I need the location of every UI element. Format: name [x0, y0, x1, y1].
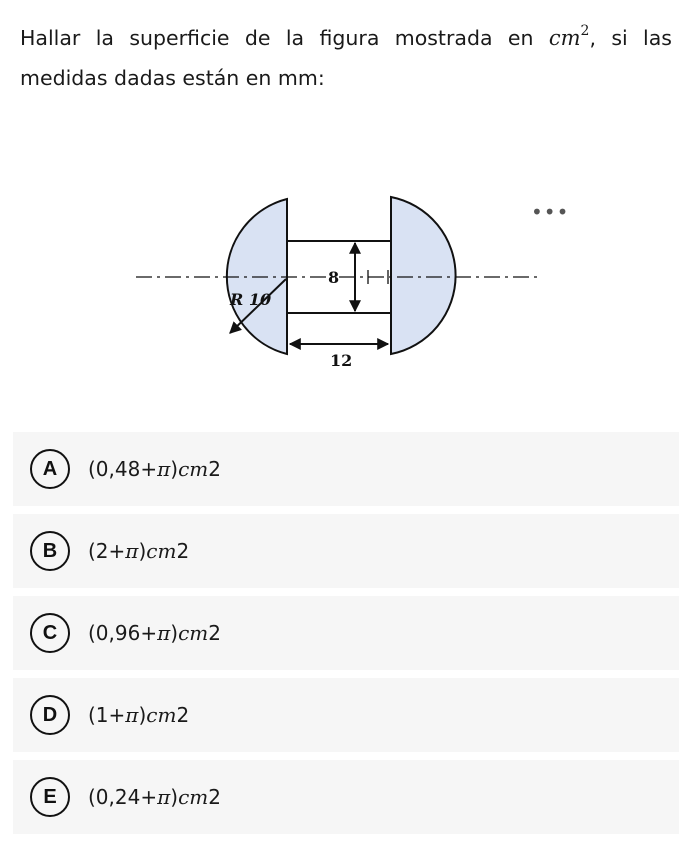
option-close: )	[138, 539, 147, 563]
option-unit: cm	[146, 703, 177, 727]
option-c[interactable]	[13, 596, 679, 670]
option-value: (0,96+	[88, 621, 158, 645]
height-label: 8	[328, 268, 340, 287]
option-text	[88, 785, 221, 809]
option-value: (0,24+	[88, 785, 158, 809]
answer-options	[13, 432, 679, 842]
width-label: 12	[330, 351, 353, 370]
option-value: (0,48+	[88, 457, 158, 481]
option-unit: cm	[178, 785, 209, 809]
question-text	[20, 18, 672, 98]
unit-math	[548, 23, 590, 50]
right-circular-cap	[391, 197, 456, 354]
option-value: (2+	[88, 539, 126, 563]
option-exponent: 2	[208, 457, 221, 481]
unit-base: cm	[548, 26, 581, 50]
option-letter: C	[30, 613, 70, 653]
question-text-after: , si las medidas dadas están en mm:	[20, 26, 672, 90]
option-letter: E	[30, 777, 70, 817]
option-exponent: 2	[176, 539, 190, 563]
option-letter: D	[30, 695, 70, 735]
pi-symbol: π	[125, 539, 139, 563]
pi-symbol: π	[157, 457, 171, 481]
geometry-figure	[130, 190, 550, 379]
option-unit: cm	[178, 621, 209, 645]
option-b[interactable]	[13, 514, 679, 588]
pi-symbol: π	[125, 703, 139, 727]
option-exponent: 2	[208, 621, 221, 645]
option-letter: B	[30, 531, 70, 571]
unit-exponent: 2	[580, 23, 590, 39]
option-e[interactable]	[13, 760, 679, 834]
option-close: )	[138, 703, 147, 727]
more-options-icon[interactable]: •••	[531, 200, 570, 224]
pi-symbol: π	[157, 621, 171, 645]
option-a[interactable]	[13, 432, 679, 506]
option-unit: cm	[178, 457, 209, 481]
figure-svg	[130, 190, 550, 375]
option-exponent: 2	[208, 785, 221, 809]
option-close: )	[170, 621, 179, 645]
option-text	[88, 621, 221, 645]
option-exponent: 2	[176, 703, 190, 727]
option-value: (1+	[88, 703, 126, 727]
option-text	[88, 539, 189, 563]
radius-label: R 10	[230, 290, 272, 309]
pi-symbol: π	[157, 785, 171, 809]
option-letter: A	[30, 449, 70, 489]
option-close: )	[170, 785, 179, 809]
option-text	[88, 703, 189, 727]
option-close: )	[170, 457, 179, 481]
question-text-before: Hallar la superficie de la figura mostrada en	[20, 26, 549, 50]
option-text	[88, 457, 221, 481]
option-unit: cm	[146, 539, 177, 563]
option-d[interactable]	[13, 678, 679, 752]
